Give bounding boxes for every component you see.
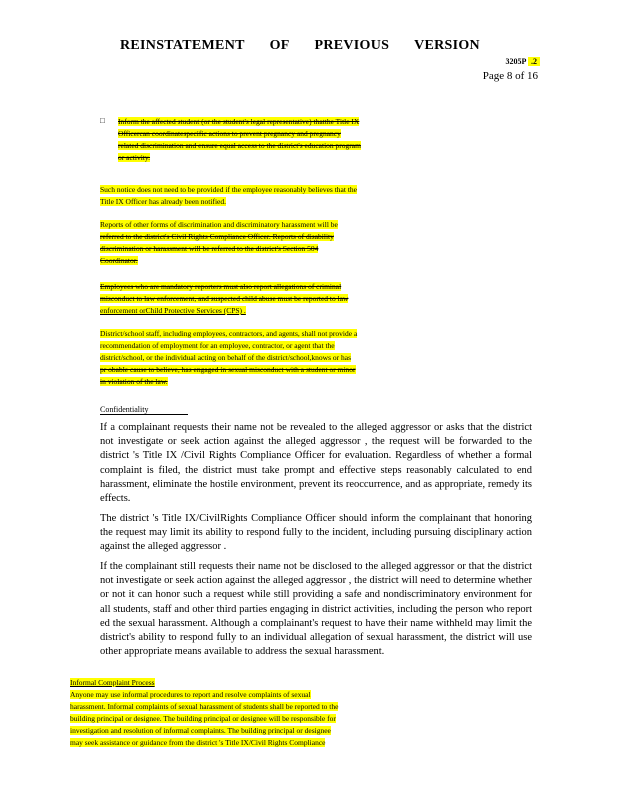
informal-line: Anyone may use informal procedures to report and resolve complaints of sexual: [70, 690, 311, 699]
reports-paragraph: [100, 219, 540, 267]
district-line: in violation of the law.: [100, 377, 168, 386]
informal-line: may seek assistance or guidance from the district 's Title IX/Civil Rights Compliance: [70, 738, 326, 747]
struck-line: or activity.: [118, 153, 151, 162]
confidentiality-heading: Confidentiality: [100, 405, 188, 415]
district-line: recommendation of employment for an employee, contractor, or agent that the: [100, 341, 335, 350]
district-paragraph: [100, 328, 540, 388]
confidentiality-paragraph-3: If the complainant still requests their name not be disclosed to the alleged aggressor or that the district not investigate or seek action against the alleged aggressor , the district will need to determine whether or not it can honor such a request while still providing a safe and nondiscriminatory environment for all students, staff and other third parties engaging in district activities, including the person who report ed the sexual harassment. Although a complainant's request to have their name withheld may limit the district's ability to respond fully to an individual allegation of sexual harassment, the district will use other appropriate means available to address the sexual harassment.: [100, 561, 532, 658]
confidentiality-paragraph-2: The district 's Title IX/CivilRights Compliance Officer should inform the complainant that honoring the request may limit its ability to respond fully to the incident, including pursuing disciplinary action against the alleged aggressor .: [100, 513, 532, 553]
informal-line: harassment. Informal complaints of sexual harassment of students shall be reported to the: [70, 702, 339, 711]
informal-heading: Informal Complaint Process: [70, 678, 155, 687]
notice-line: Title IX Officer has already been notified.: [100, 197, 227, 206]
struck-line: related discrimination and ensure equal access to the district's education program: [118, 141, 361, 150]
notice-line: Such notice does not need to be provided if the employee reasonably believes that the: [100, 185, 358, 194]
reports-line: Coordinator.: [100, 256, 138, 265]
employees-paragraph: [100, 281, 540, 317]
policy-code-suffix: .2: [528, 57, 540, 66]
struck-line: Officercan coordinatespecific actions to prevent pregnancy and pregnancy: [118, 129, 341, 138]
reports-line: discrimination or harassment will be referred to the district's Section 504: [100, 244, 319, 253]
employees-line: Employees who are mandatory reporters must also report allegations of criminal: [100, 282, 342, 291]
informal-process-section: [70, 677, 540, 749]
policy-code: [506, 57, 540, 66]
informal-line: investigation and resolution of informal complaints. The building principal or designee: [70, 726, 331, 735]
struck-paragraph: [118, 116, 540, 164]
struck-line: Inform the affected student (or the student's legal representative) thatthe Title IX: [118, 117, 360, 126]
district-line: pr obable cause to believe, has engaged in sexual misconduct with a student or minor: [100, 365, 356, 374]
confidentiality-paragraph-1: If a complainant requests their name not be revealed to the alleged aggressor or asks that the district not investigate or seek action against the alleged aggressor , the request will be forwarded to the district 's Title IX /Civil Rights Compliance Officer for evaluation. Regardless of whether a formal complaint is filed, the district must take prompt and effective steps reasonably calculated to end harassment, eliminate the hostile environment, prevent its reoccurrence, and as appropriate, remedy its effects.: [100, 422, 532, 505]
reports-line: Reports of other forms of discrimination and discriminatory harassment will be: [100, 220, 338, 229]
document-title: [120, 38, 480, 54]
title-word-4: VERSION: [414, 38, 480, 53]
title-word-1: REINSTATEMENT: [120, 38, 245, 53]
checkbox-bullet: □: [100, 116, 105, 125]
title-word-3: PREVIOUS: [314, 38, 390, 53]
page-number: Page 8 of 16: [482, 70, 538, 82]
notice-paragraph: [100, 184, 540, 208]
informal-line: building principal or designee. The building principal or designee will be responsible for: [70, 714, 336, 723]
policy-code-number: 3205P: [505, 57, 526, 66]
reports-line: referred to the district's Civil Rights Compliance Officer. Reports of disability: [100, 232, 334, 241]
employees-line: misconduct to law enforcement, and suspected child abuse must be reported to law: [100, 294, 349, 303]
district-line: District/school staff, including employees, contractors, and agents, shall not provide a: [100, 329, 358, 338]
title-word-2: OF: [269, 38, 290, 53]
district-line: district/school, or the individual acting on behalf of the district/school,knows or has: [100, 353, 351, 362]
employees-line: enforcement orChild Protective Services (CPS) .: [100, 306, 246, 315]
